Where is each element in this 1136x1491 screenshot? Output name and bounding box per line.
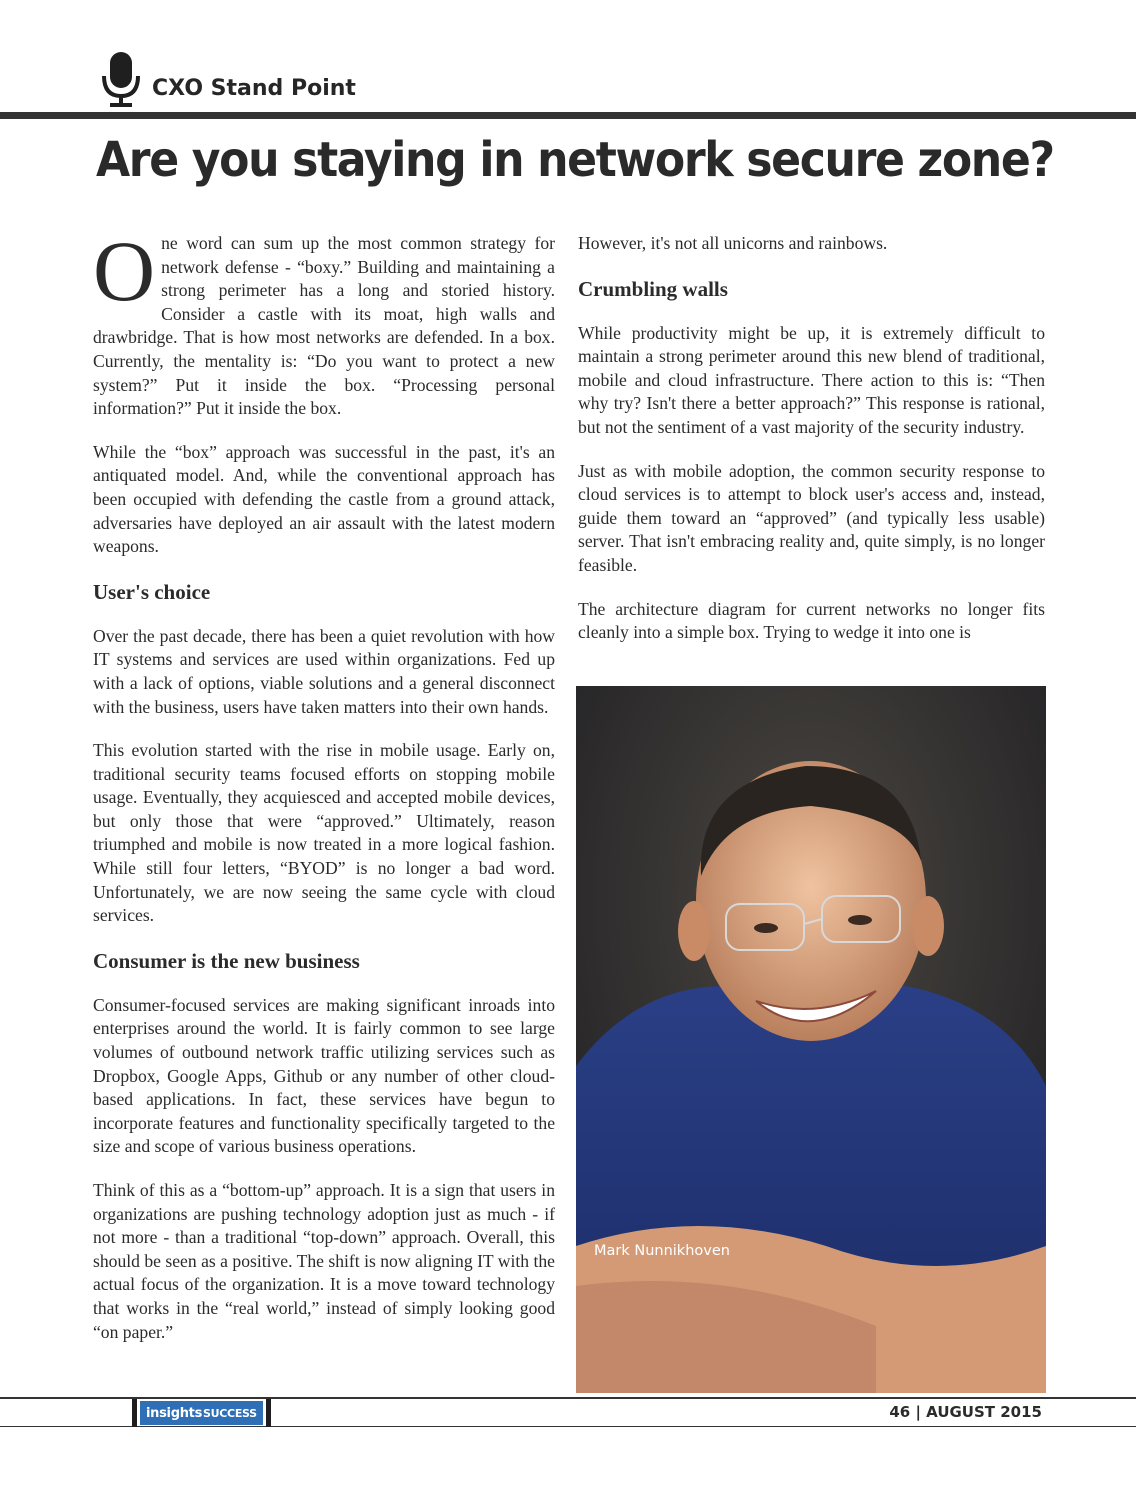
paragraph-cloud-response: Just as with mobile adoption, the common security response to cloud services is to attempt to block user's access and, instead, guide them toward an “approved” (and typically less usable) server. That isn't embracing reality and, quite simply, is no longer feasible.: [578, 460, 1045, 575]
paragraph-architecture: The architecture diagram for current networks no longer fits cleanly into a simple box. Trying to wedge it into one is: [578, 598, 1045, 643]
portrait-illustration: [576, 686, 1046, 1393]
logo-bar-left: [132, 1399, 137, 1427]
left-column: [93, 223, 555, 1364]
intro-text: ne word can sum up the most common strategy for network defense - “boxy.” Building and maintaining a strong perimeter has a long and storied history. Consider a castle with its moat, high walls and drawbridge. That is how most networks are defended. In a box. Currently, the mentality is: “Do you want to protect a new system?” Put it inside the box. “Processing personal information?” Put it inside the box.: [93, 233, 555, 419]
heading-crumbling-walls: Crumbling walls: [578, 276, 728, 301]
intro-paragraph: [93, 223, 555, 421]
paragraph-box-approach: While the “box” approach was successful in the past, it's an antiquated model. And, while the conventional approach has been occupied with defending the castle from a ground attack, adversaries have deployed an air assault with the latest modern weapons.: [93, 441, 555, 557]
paragraph-mobile-evolution: This evolution started with the rise in mobile usage. Early on, traditional security teams focused efforts on stopping mobile usage. Eventually, they acquiesced and accepted mobile devices, but only those that were “approved.” Ultimately, reason triumphed and mobile is now treated in a more logical fashion. While still four letters, “BYOD” is no longer a bad word. Unfortunately, we are now seeing the same cycle with cloud services.: [93, 740, 555, 926]
paragraph-consumer-services: Consumer-focused services are making significant inroads into enterprises around the world. It is fairly common to see large volumes of outbound network traffic utilizing services such as Dropbox, Google Apps, Github or any number of other cloud-based applications. In fact, these services have begun to incorporate features and functionality specifically targeted to the size and scope of various business operations.: [93, 994, 555, 1157]
logo-text-success: SUCCESS: [203, 1406, 257, 1420]
paragraph-productivity: While productivity might be up, it is extremely difficult to maintain a strong perimeter around this new blend of traditional, mobile and cloud infrastructure. There action to this is: “Then why try? Isn't there a better approach?” This response is rational, but not the sentiment of a vast majority of the security industry.: [578, 322, 1045, 437]
heading-consumer: Consumer is the new business: [93, 948, 360, 973]
headline: Are you staying in network secure zone?: [96, 132, 1054, 188]
paragraph-bottom-up: Think of this as a “bottom-up” approach. It is a sign that users in organizations are pushing technology adoption just as much - if not more - than a traditional “top-down” approach. Overall, this should be seen as a positive. The shift is now aligning IT with the actual focus of the organization. It is a move toward technology that works in the “real world,” instead of simply looking good “on paper.”: [93, 1180, 555, 1342]
paragraph-quiet-revolution: Over the past decade, there has been a quiet revolution with how IT systems and services are used within organizations. Fed up with a lack of options, viable solutions and a general disconnect with the business, users have taken matters into their own hands.: [93, 625, 555, 717]
photo-caption: Mark Nunnikhoven: [594, 1243, 730, 1259]
logo-text-insights: insights: [146, 1405, 203, 1421]
microphone-icon: [100, 50, 142, 110]
paragraph-unicorns: However, it's not all unicorns and rainbows.: [578, 233, 888, 253]
insights-success-logo: [132, 1399, 271, 1427]
heading-users-choice: User's choice: [93, 579, 211, 604]
logo-wordmark: [140, 1401, 263, 1425]
logo-bar-right: [266, 1399, 271, 1427]
section-label: CXO Stand Point: [152, 76, 356, 101]
portrait-photo: [576, 686, 1046, 1393]
right-column: [578, 232, 1045, 665]
top-divider: [0, 112, 1136, 119]
drop-cap: O: [93, 223, 156, 319]
page-folio: 46 | AUGUST 2015: [889, 1403, 1042, 1421]
